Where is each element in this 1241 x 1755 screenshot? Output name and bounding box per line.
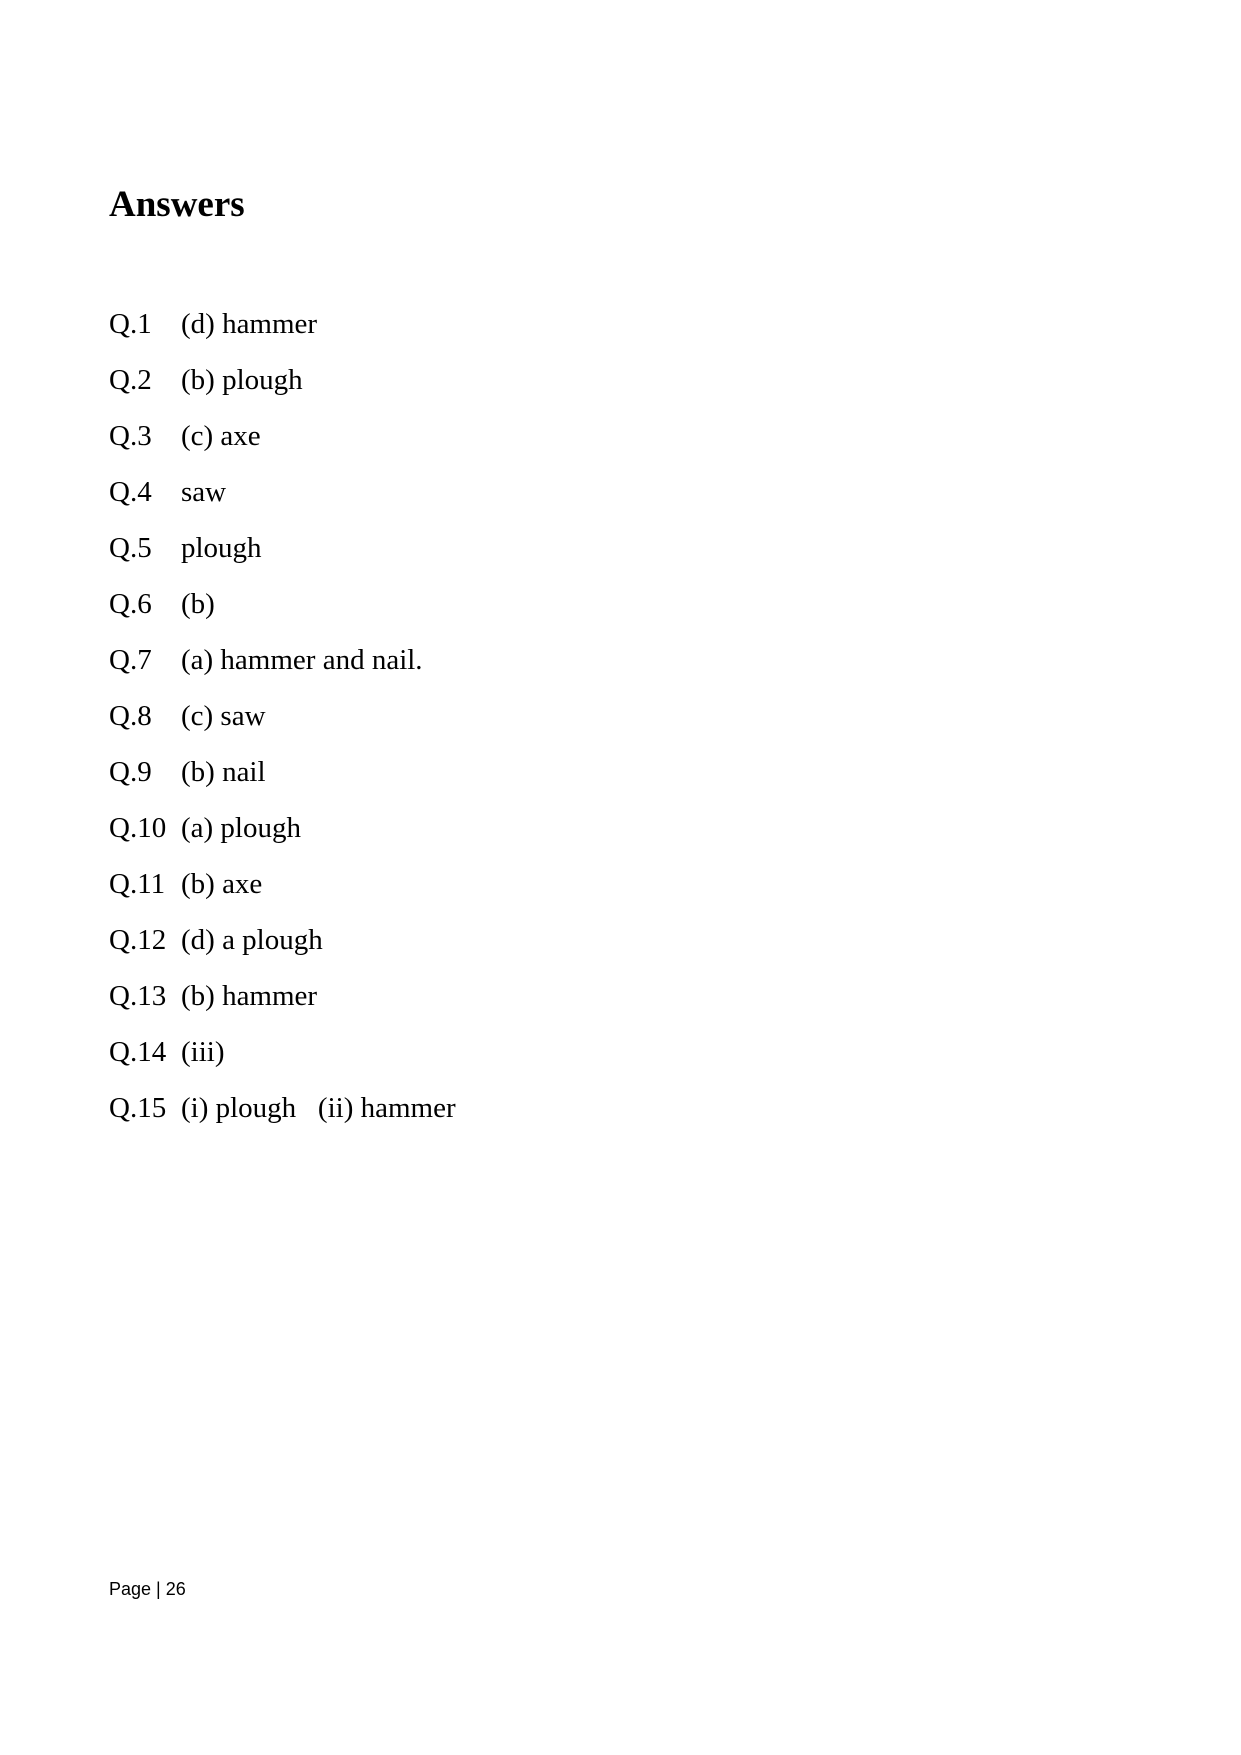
answer-row xyxy=(109,698,456,754)
answer-row xyxy=(109,474,456,530)
answer-row xyxy=(109,642,456,698)
question-number: Q.11 xyxy=(109,868,166,900)
answer-text: (b) nail xyxy=(181,756,266,788)
answer-text: (a) plough xyxy=(181,812,301,844)
question-number: Q.6 xyxy=(109,588,152,620)
answer-list xyxy=(109,306,456,1146)
answer-row xyxy=(109,810,456,866)
question-number: Q.8 xyxy=(109,700,152,732)
question-number: Q.13 xyxy=(109,980,167,1012)
answer-row xyxy=(109,530,456,586)
answer-text: (iii) xyxy=(181,1036,225,1068)
answer-text: (b) plough xyxy=(181,364,303,396)
answer-text: (b) xyxy=(181,588,215,620)
page-number-footer: Page | 26 xyxy=(109,1579,186,1599)
answer-row xyxy=(109,418,456,474)
answer-text: (c) saw xyxy=(181,700,266,732)
question-number: Q.3 xyxy=(109,420,152,452)
answer-text: (b) hammer xyxy=(181,980,318,1012)
answer-row xyxy=(109,362,456,418)
question-number: Q.7 xyxy=(109,644,152,676)
question-number: Q.2 xyxy=(109,364,152,396)
answer-text: (c) axe xyxy=(181,420,261,452)
answer-row xyxy=(109,306,456,362)
answer-row xyxy=(109,586,456,642)
answer-text: (i) plough (ii) hammer xyxy=(181,1092,456,1124)
question-number: Q.14 xyxy=(109,1036,167,1068)
question-number: Q.12 xyxy=(109,924,167,956)
question-number: Q.15 xyxy=(109,1092,167,1124)
question-number: Q.5 xyxy=(109,532,152,564)
answer-row xyxy=(109,922,456,978)
answer-text: plough xyxy=(181,532,262,564)
answer-text: (b) axe xyxy=(181,868,263,900)
question-number: Q.10 xyxy=(109,812,167,844)
answer-row xyxy=(109,866,456,922)
page-title: Answers xyxy=(109,184,245,225)
answer-text: saw xyxy=(181,476,227,508)
answer-row xyxy=(109,1034,456,1090)
answer-row xyxy=(109,1090,456,1146)
question-number: Q.9 xyxy=(109,756,152,788)
question-number: Q.1 xyxy=(109,308,152,340)
answer-row xyxy=(109,978,456,1034)
answer-text: (d) hammer xyxy=(181,308,318,340)
question-number: Q.4 xyxy=(109,476,152,508)
answer-text: (d) a plough xyxy=(181,924,323,956)
answer-text: (a) hammer and nail. xyxy=(181,644,423,676)
answer-row xyxy=(109,754,456,810)
